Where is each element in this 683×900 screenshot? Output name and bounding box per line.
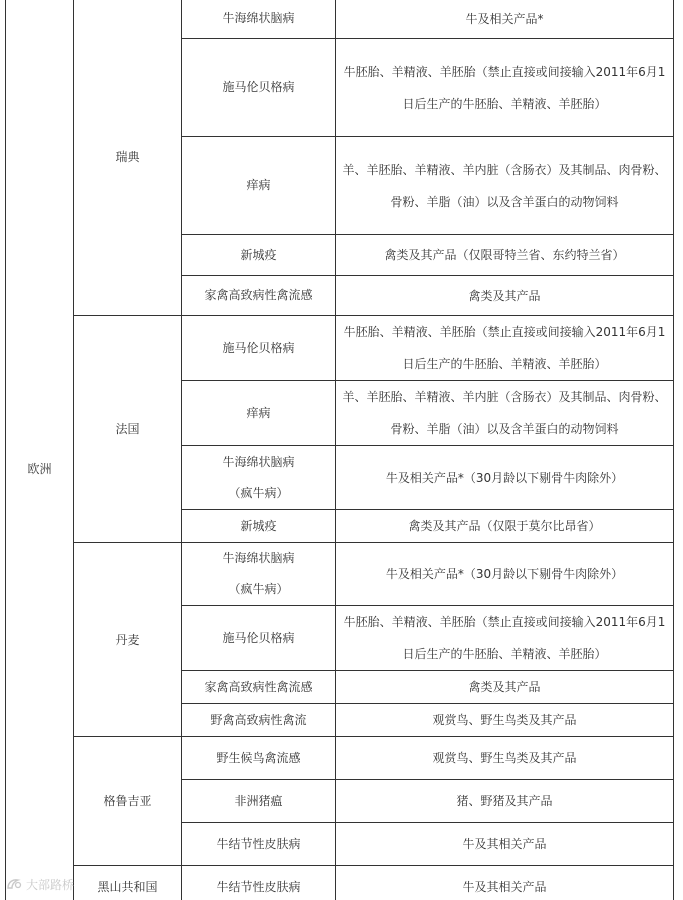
logo-icon <box>6 877 22 891</box>
product-cell <box>336 316 674 381</box>
disease-cell <box>182 137 336 235</box>
cell-text <box>182 623 335 654</box>
cell-text <box>182 170 335 201</box>
cell-text <box>336 462 673 494</box>
cell-text-line: 新城疫 <box>240 518 277 533</box>
table-row <box>6 316 674 381</box>
disease-cell <box>182 823 336 866</box>
disease-cell <box>182 866 336 900</box>
disease-cell <box>182 543 336 606</box>
cell-text-line: 新城疫 <box>240 247 277 262</box>
cell-text-line: 施马伦贝格病 <box>222 630 295 645</box>
cell-text <box>336 828 673 860</box>
cell-text <box>336 280 673 312</box>
table-row <box>6 866 674 900</box>
cell-text <box>336 671 673 703</box>
cell-text <box>182 872 335 900</box>
cell-text <box>336 785 673 817</box>
disease-cell <box>182 0 336 39</box>
disease-cell <box>182 235 336 276</box>
cell-text <box>336 154 673 218</box>
product-cell <box>336 276 674 316</box>
cell-text-line: 羊、羊胚胎、羊精液、羊内脏（含肠衣）及其制品、肉骨粉、 <box>342 162 667 177</box>
country-label: 黑山共和国 <box>97 880 158 894</box>
region-label: 欧洲 <box>27 461 52 476</box>
cell-text <box>182 240 335 271</box>
cell-text-line: 牛胚胎、羊精液、羊胚胎（禁止直接或间接输入2011年6月1 <box>343 64 666 79</box>
disease-cell <box>182 704 336 737</box>
cell-text-line: 非洲猪瘟 <box>234 793 283 808</box>
cell-text-line: 禽类及其产品（仅限哥特兰省、东约特兰省） <box>384 248 625 262</box>
cell-text-line: 牛及相关产品*（30月龄以下剔骨牛肉除外） <box>385 470 624 485</box>
cell-text-line: 禽类及其产品 <box>468 680 541 694</box>
disease-cell <box>182 39 336 137</box>
product-cell <box>336 0 674 39</box>
country-label: 格鲁吉亚 <box>103 794 152 808</box>
cell-text <box>336 558 673 590</box>
cell-text-line: 观赏鸟、野生鸟类及其产品 <box>432 751 577 765</box>
cell-text-line: 牛胚胎、羊精液、羊胚胎（禁止直接或间接输入2011年6月1 <box>343 615 666 629</box>
cell-text-line: 观赏鸟、野生鸟类及其产品 <box>432 713 577 727</box>
cell-text-line: 日后生产的牛胚胎、羊精液、羊胚胎） <box>402 96 607 111</box>
cell-text-line: 日后生产的牛胚胎、羊精液、羊胚胎） <box>402 357 607 371</box>
product-cell <box>336 737 674 780</box>
country-cell-france <box>74 316 182 543</box>
country-label: 瑞典 <box>115 150 140 164</box>
cell-text-line: 牛及其相关产品 <box>462 837 547 851</box>
table-row <box>6 543 674 606</box>
cell-text-line: 牛胚胎、羊精液、羊胚胎（禁止直接或间接输入2011年6月1 <box>343 325 666 339</box>
import-ban-table <box>5 0 674 900</box>
cell-text-line: （疯牛病） <box>228 582 289 596</box>
cell-text-line: 禽类及其产品（仅限于莫尔比昂省） <box>408 519 601 533</box>
disease-cell <box>182 381 336 446</box>
cell-text <box>182 398 335 429</box>
cell-text <box>182 72 335 103</box>
region-cell <box>6 0 74 900</box>
cell-text-line: （疯牛病） <box>228 485 289 500</box>
cell-text-line: 牛海绵状脑病 <box>222 454 295 469</box>
cell-text-line: 牛海绵状脑病 <box>222 551 295 565</box>
cell-text-line: 羊、羊胚胎、羊精液、羊内脏（含肠衣）及其制品、肉骨粉、 <box>342 390 667 404</box>
product-cell <box>336 780 674 823</box>
cell-text <box>336 316 673 380</box>
product-cell <box>336 606 674 671</box>
cell-text-line: 痒病 <box>246 178 271 192</box>
cell-text-line: 牛及相关产品*（30月龄以下剔骨牛肉除外） <box>385 567 624 581</box>
product-cell <box>336 510 674 543</box>
cell-text-line: 野生候鸟禽流感 <box>216 750 301 765</box>
cell-text <box>182 786 335 817</box>
cell-text-line: 施马伦贝格病 <box>222 80 295 94</box>
cell-text-line: 骨粉、羊脂（油）以及含羊蛋白的动物饲料 <box>390 194 619 209</box>
watermark-text: 大部路桥 <box>26 877 75 892</box>
product-cell <box>336 823 674 866</box>
cell-text-line: 牛及相关产品* <box>465 11 544 26</box>
cell-text <box>336 606 673 670</box>
watermark <box>6 874 74 894</box>
cell-text <box>336 56 673 120</box>
disease-cell <box>182 316 336 381</box>
product-cell <box>336 446 674 510</box>
country-cell-montenegro <box>74 866 182 900</box>
cell-text <box>182 511 335 542</box>
disease-cell <box>182 671 336 704</box>
cell-text <box>182 705 335 736</box>
cell-text-line: 禽类及其产品 <box>468 288 541 303</box>
cell-text <box>336 871 673 900</box>
product-cell <box>336 381 674 446</box>
cell-text <box>182 447 335 509</box>
disease-cell <box>182 737 336 780</box>
cell-text <box>182 333 335 364</box>
product-cell <box>336 543 674 606</box>
disease-cell <box>182 606 336 671</box>
country-cell-denmark <box>74 543 182 737</box>
cell-text <box>336 3 673 35</box>
disease-cell <box>182 510 336 543</box>
product-cell <box>336 137 674 235</box>
product-cell <box>336 671 674 704</box>
disease-cell <box>182 276 336 316</box>
cell-text-line: 野禽高致病性禽流 <box>210 712 307 727</box>
product-cell <box>336 866 674 900</box>
table-row <box>6 0 674 39</box>
cell-text-line: 牛结节性皮肤病 <box>216 879 301 894</box>
product-cell <box>336 235 674 276</box>
product-cell <box>336 704 674 737</box>
cell-text <box>336 510 673 542</box>
country-cell-sweden <box>74 0 182 316</box>
cell-text-line: 痒病 <box>246 405 271 420</box>
cell-text-line: 猪、野猪及其产品 <box>456 794 553 808</box>
cell-text <box>182 672 335 703</box>
cell-text-line: 骨粉、羊脂（油）以及含羊蛋白的动物饲料 <box>390 422 619 436</box>
cell-text <box>182 280 335 311</box>
cell-text-line: 牛海绵状脑病 <box>222 11 295 25</box>
cell-text-line: 施马伦贝格病 <box>222 340 295 355</box>
cell-text-line: 家禽高致病性禽流感 <box>204 679 313 694</box>
cell-text <box>182 829 335 860</box>
cell-text-line: 家禽高致病性禽流感 <box>204 288 313 302</box>
disease-cell <box>182 446 336 510</box>
country-label: 法国 <box>115 422 140 436</box>
disease-cell <box>182 780 336 823</box>
cell-text <box>336 381 673 445</box>
table-row <box>6 737 674 780</box>
product-cell <box>336 39 674 137</box>
cell-text-line: 牛及其相关产品 <box>462 880 547 894</box>
cell-text-line: 牛结节性皮肤病 <box>216 836 301 851</box>
cell-text <box>336 742 673 774</box>
cell-text <box>182 543 335 605</box>
cell-text <box>182 3 335 34</box>
cell-text <box>182 743 335 774</box>
country-label: 丹麦 <box>115 632 140 647</box>
cell-text-line: 日后生产的牛胚胎、羊精液、羊胚胎） <box>402 647 607 661</box>
cell-text <box>336 704 673 736</box>
country-cell-georgia <box>74 737 182 866</box>
cell-text <box>336 239 673 271</box>
